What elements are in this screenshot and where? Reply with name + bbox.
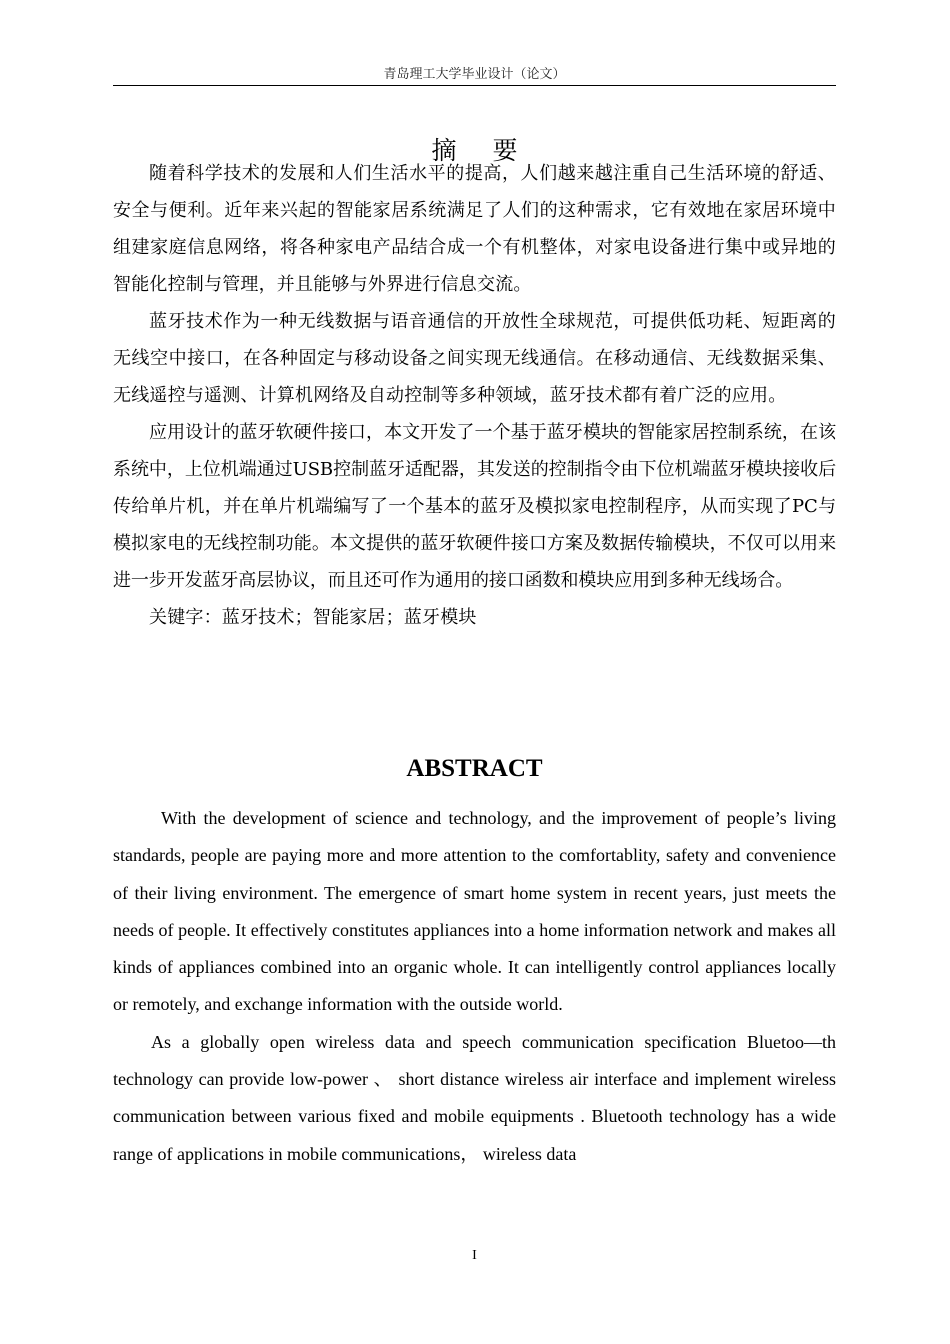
abstract-en-paragraph-2: As a globally open wireless data and speech communication specification Bluetoo—th technology can provide low-power 、 short distance wireless air interface and implement wireless communication between various fixed and mobile equipments . Bluetooth technology has a wide range of applications in mobile communications， wireless data <box>113 1031 836 1164</box>
abstract-cn-body <box>113 155 836 636</box>
header-divider <box>113 85 836 86</box>
abstract-cn-keywords: 关键字：蓝牙技术；智能家居；蓝牙模块 <box>149 607 477 628</box>
abstract-en-body <box>113 800 836 1173</box>
running-header: 青岛理工大学毕业设计（论文） <box>383 67 566 82</box>
abstract-cn-paragraph-1: 随着科学技术的发展和人们生活水平的提高，人们越来越注重自己生活环境的舒适、安全与便利。近年来兴起的智能家居系统满足了人们的这种需求，它有效地在家居环境中组建家庭信息网络，将各种家电产品结合成一个有机整体，对家电设备进行集中或异地的智能化控制与管理，并且能够与外界进行信息交流。 <box>113 163 836 295</box>
abstract-cn-title: 摘 要 <box>431 136 532 165</box>
abstract-cn-paragraph-3: 应用设计的蓝牙软硬件接口，本文开发了一个基于蓝牙模块的智能家居控制系统，在该系统中，上位机端通过USB控制蓝牙适配器，其发送的控制指令由下位机端蓝牙模块接收后传给单片机，并在单片机端编写了一个基本的蓝牙及模拟家电控制程序，从而实现了PC与模拟家电的无线控制功能。本文提供的蓝牙软硬件接口方案及数据传输模块，不仅可以用来进一步开发蓝牙高层协议，而且还可作为通用的接口函数和模块应用到多种无线场合。 <box>113 422 836 591</box>
page-number: I <box>472 1248 477 1263</box>
abstract-en-paragraph-1: With the development of science and technology, and the improvement of people’s living standards, people are paying more and more attention to the comfortablity, safety and convenience of their living environment. The emergence of smart home system in recent years, just meets the needs of people. It effectively constitutes appliances into a home information network and makes all kinds of appliances combined into an organic whole. It can intelligently control appliances locally or remotely, and exchange information with the outside world. <box>113 808 836 1015</box>
abstract-en-title: ABSTRACT <box>406 755 543 782</box>
abstract-cn-paragraph-2: 蓝牙技术作为一种无线数据与语音通信的开放性全球规范，可提供低功耗、短距离的无线空中接口，在各种固定与移动设备之间实现无线通信。在移动通信、无线数据采集、无线遥控与遥测、计算机网络及自动控制等多种领域，蓝牙技术都有着广泛的应用。 <box>113 311 836 406</box>
